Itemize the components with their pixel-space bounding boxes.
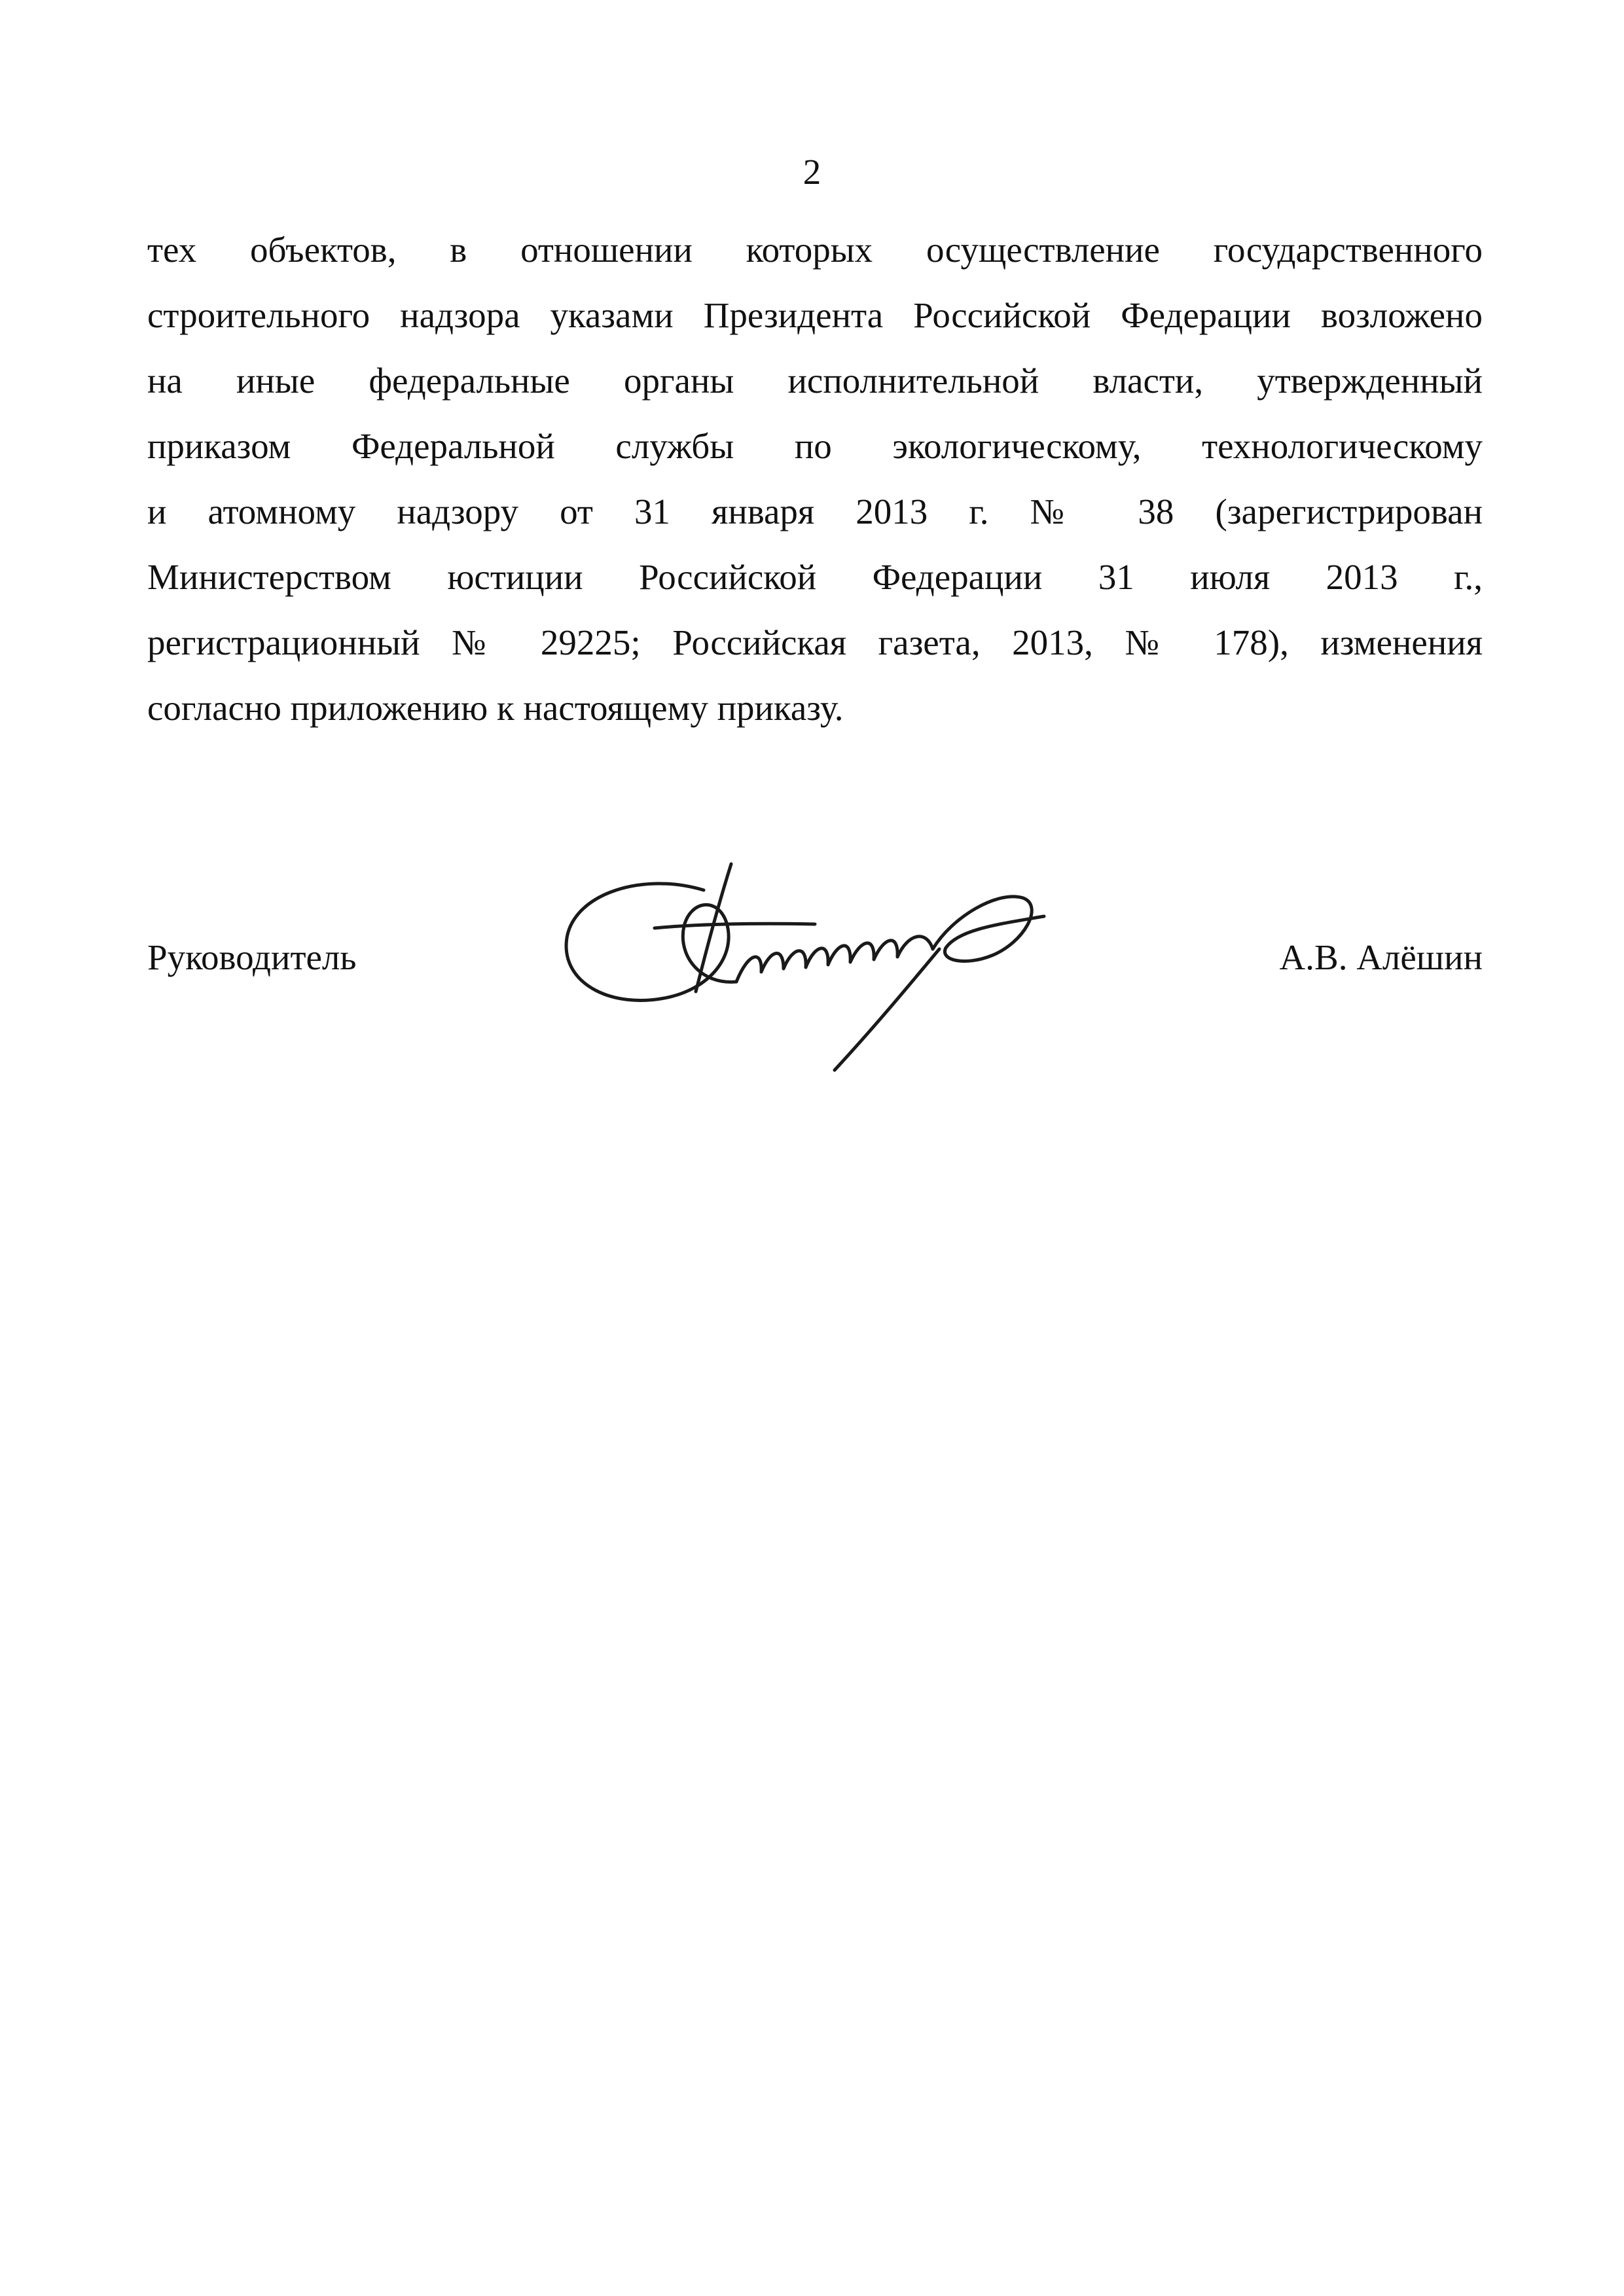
text-line: согласно приложению к настоящему приказу.: [147, 688, 844, 728]
text-line: Министерством юстиции Российской Федерации 31 июля 2013 г.,: [147, 557, 1483, 597]
handwritten-signature-icon: [540, 851, 1142, 1073]
signer-name: А.В. Алёшин: [1279, 937, 1483, 977]
text-line: на иные федеральные органы исполнительной власти, утвержденный: [147, 361, 1483, 401]
text-line: строительного надзора указами Президента Российской Федерации возложено: [147, 295, 1483, 335]
text-line: и атомному надзору от 31 января 2013 г. № 38 (зарегистрирован: [147, 492, 1483, 531]
body-paragraph: [147, 217, 1483, 741]
text-line: тех объектов, в отношении которых осуществление государственного: [147, 230, 1483, 270]
page-number: 2: [803, 152, 821, 192]
signature-block: [147, 851, 1483, 1073]
text-line: регистрационный № 29225; Российская газета, 2013, № 178), изменения: [147, 622, 1483, 662]
text-line: приказом Федеральной службы по экологическому, технологическому: [147, 426, 1483, 466]
signer-title: Руководитель: [147, 937, 357, 977]
